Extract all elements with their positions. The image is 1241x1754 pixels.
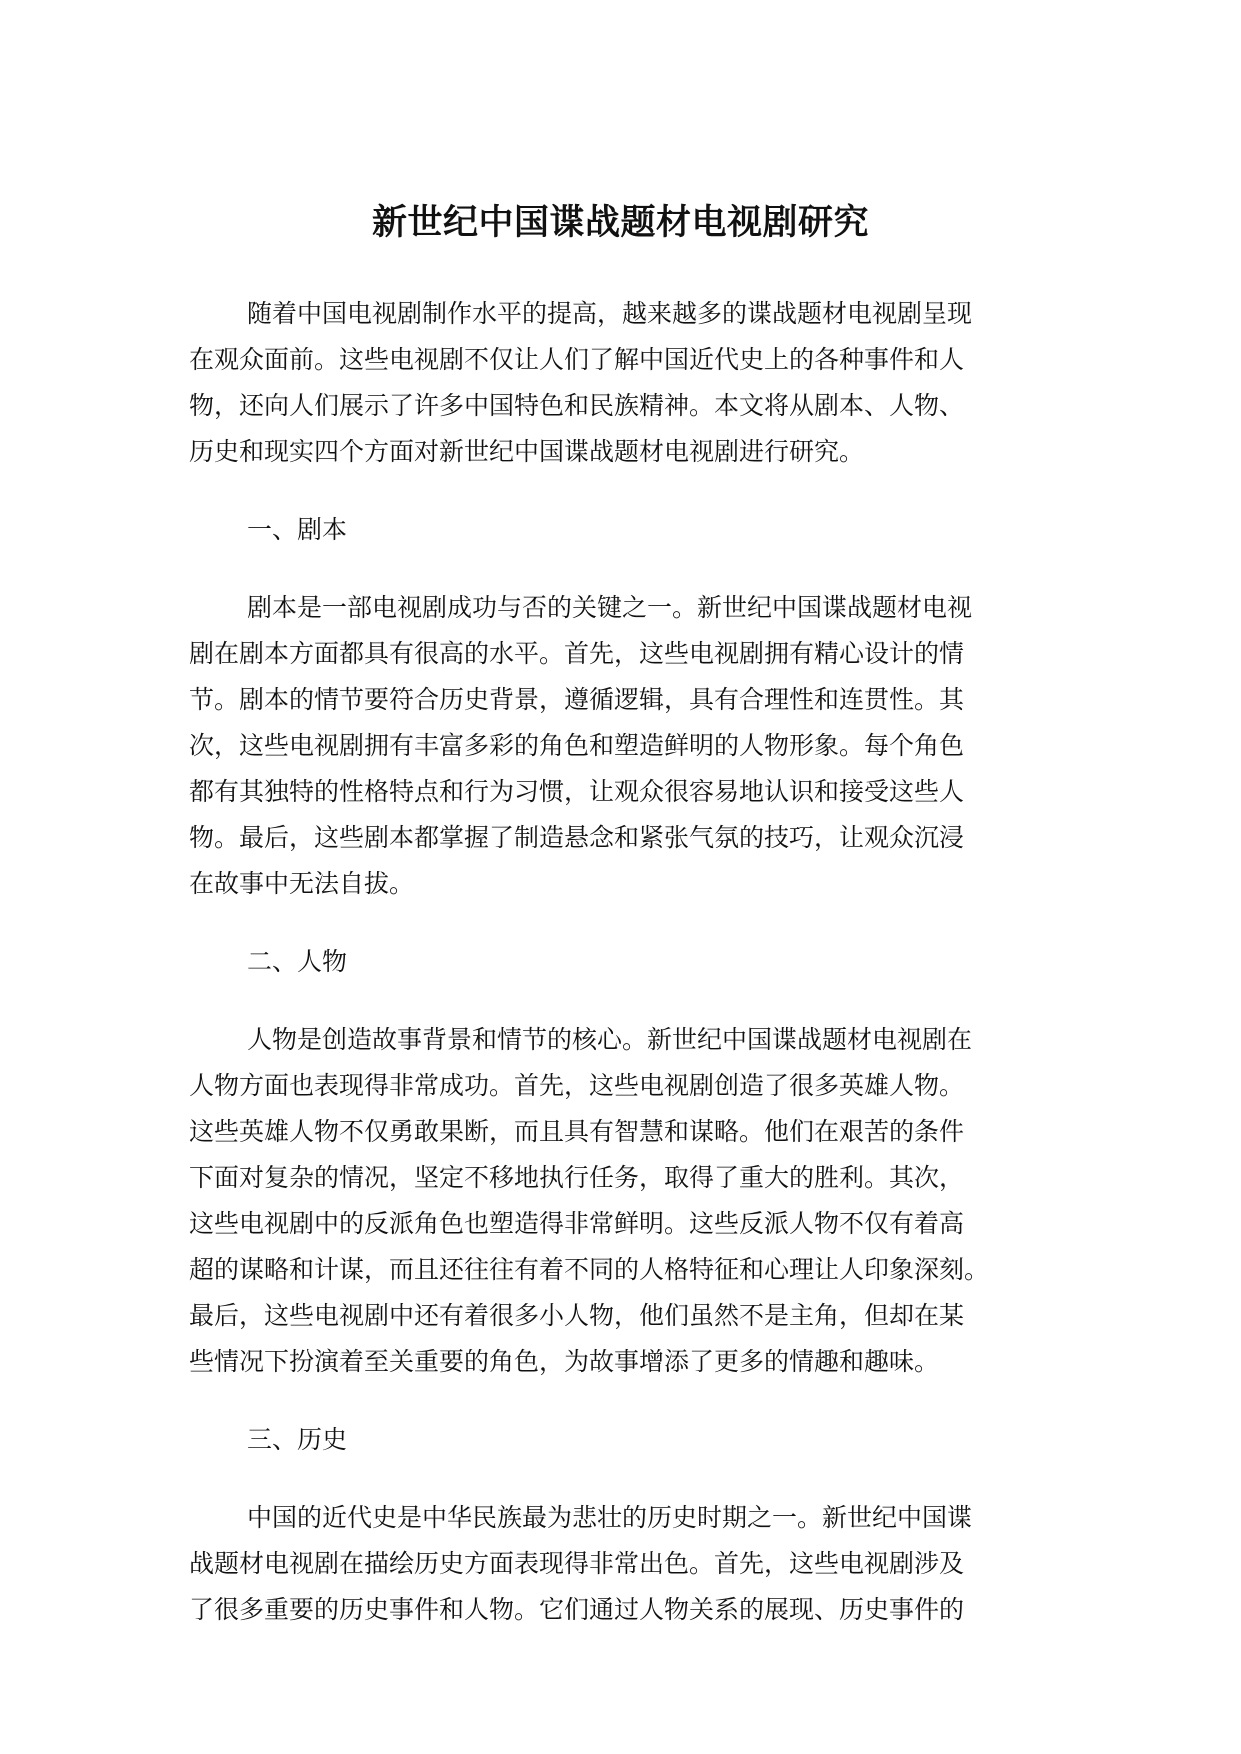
section-heading-script: 一、剧本 bbox=[247, 515, 348, 544]
section-paragraph-characters bbox=[189, 1017, 1039, 1385]
document-title: 新世纪中国谍战题材电视剧研究 bbox=[371, 203, 869, 244]
paragraph-line: 节。剧本的情节要符合历史背景，遵循逻辑，具有合理性和连贯性。其 bbox=[189, 685, 965, 714]
paragraph-line: 都有其独特的性格特点和行为习惯，让观众很容易地认识和接受这些人 bbox=[189, 777, 965, 806]
paragraph-line: 最后，这些电视剧中还有着很多小人物，他们虽然不是主角，但却在某 bbox=[189, 1301, 965, 1330]
section-heading-characters: 二、人物 bbox=[247, 947, 348, 976]
paragraph-line: 随着中国电视剧制作水平的提高，越来越多的谍战题材电视剧呈现 bbox=[247, 299, 973, 328]
paragraph-line: 剧在剧本方面都具有很高的水平。首先，这些电视剧拥有精心设计的情 bbox=[189, 639, 965, 668]
paragraph-line: 了很多重要的历史事件和人物。它们通过人物关系的展现、历史事件的 bbox=[189, 1595, 965, 1624]
paragraph-line: 中国的近代史是中华民族最为悲壮的历史时期之一。新世纪中国谍 bbox=[247, 1503, 973, 1532]
section-paragraph-history bbox=[189, 1495, 1039, 1633]
paragraph-line: 物，还向人们展示了许多中国特色和民族精神。本文将从剧本、人物、 bbox=[189, 391, 965, 420]
paragraph-line: 剧本是一部电视剧成功与否的关键之一。新世纪中国谍战题材电视 bbox=[247, 593, 973, 622]
document-body bbox=[189, 291, 1039, 1665]
paragraph-line: 人物是创造故事背景和情节的核心。新世纪中国谍战题材电视剧在 bbox=[247, 1025, 973, 1054]
paragraph-line: 在观众面前。这些电视剧不仅让人们了解中国近代史上的各种事件和人 bbox=[189, 345, 965, 374]
intro-paragraph bbox=[189, 291, 1039, 475]
section-paragraph-script bbox=[189, 585, 1039, 907]
paragraph-line: 人物方面也表现得非常成功。首先，这些电视剧创造了很多英雄人物。 bbox=[189, 1071, 965, 1100]
paragraph-line: 历史和现实四个方面对新世纪中国谍战题材电视剧进行研究。 bbox=[189, 437, 865, 466]
paragraph-line: 物。最后，这些剧本都掌握了制造悬念和紧张气氛的技巧，让观众沉浸 bbox=[189, 823, 965, 852]
section-heading-history: 三、历史 bbox=[247, 1425, 348, 1454]
paragraph-line: 这些英雄人物不仅勇敢果断，而且具有智慧和谋略。他们在艰苦的条件 bbox=[189, 1117, 965, 1146]
paragraph-line: 些情况下扮演着至关重要的角色，为故事增添了更多的情趣和趣味。 bbox=[189, 1347, 940, 1376]
paragraph-line: 在故事中无法自拔。 bbox=[189, 869, 415, 898]
paragraph-line: 战题材电视剧在描绘历史方面表现得非常出色。首先，这些电视剧涉及 bbox=[189, 1549, 965, 1578]
paragraph-line: 超的谋略和计谋，而且还往往有着不同的人格特征和心理让人印象深刻。 bbox=[189, 1255, 990, 1284]
paragraph-line: 这些电视剧中的反派角色也塑造得非常鲜明。这些反派人物不仅有着高 bbox=[189, 1209, 965, 1238]
paragraph-line: 下面对复杂的情况，坚定不移地执行任务，取得了重大的胜利。其次， bbox=[189, 1163, 965, 1192]
paragraph-line: 次，这些电视剧拥有丰富多彩的角色和塑造鲜明的人物形象。每个角色 bbox=[189, 731, 965, 760]
